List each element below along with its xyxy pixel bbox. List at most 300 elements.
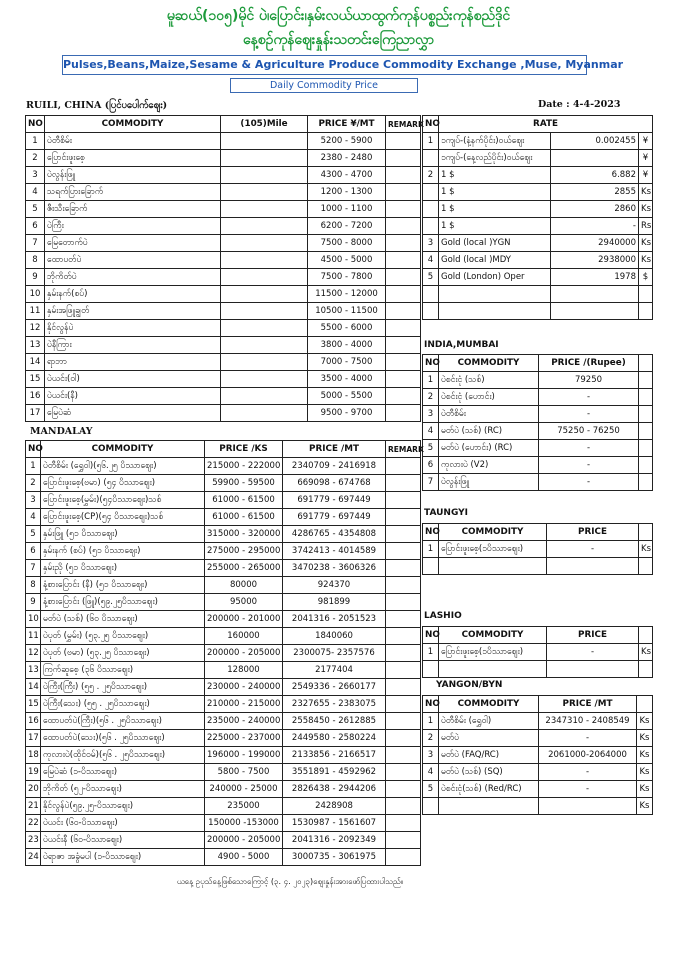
taungyi-row bbox=[423, 541, 653, 558]
remark-cell bbox=[386, 133, 421, 150]
india-unit-cell bbox=[639, 423, 653, 440]
rate-value bbox=[551, 303, 639, 320]
rate-value: 2860 bbox=[551, 201, 639, 218]
mdy-price-ks: 61000 - 61500 bbox=[205, 509, 283, 526]
price-yuan: 1000 - 1100 bbox=[308, 201, 386, 218]
rate-no bbox=[423, 286, 439, 303]
rate-unit: Ks bbox=[639, 184, 653, 201]
mile-price bbox=[221, 201, 308, 218]
row-no: 9 bbox=[26, 269, 45, 286]
mandalay-row bbox=[26, 747, 421, 764]
mdy-no: 19 bbox=[26, 764, 41, 781]
mdy-col-remark: REMARK bbox=[386, 441, 421, 458]
india-unit-cell bbox=[639, 457, 653, 474]
yangon-row bbox=[423, 747, 653, 764]
rate-value: 1978 bbox=[551, 269, 639, 286]
lashio-row bbox=[423, 644, 653, 661]
mdy-price-ks: 200000 - 205000 bbox=[205, 645, 283, 662]
report-date: Date : 4-4-2023 bbox=[538, 99, 621, 110]
daily-commodity-label: Daily Commodity Price bbox=[230, 78, 418, 93]
ruili-row bbox=[26, 354, 421, 371]
taungyi-price: - bbox=[547, 541, 639, 558]
rate-unit: Ks bbox=[639, 235, 653, 252]
rate-value bbox=[551, 150, 639, 167]
india-commodity: ပဲစင်းငုံ (ဟောင်း) bbox=[439, 389, 539, 406]
mdy-price-mt: 3551891 - 4592962 bbox=[283, 764, 386, 781]
mdy-price-mt: 2133856 - 2166517 bbox=[283, 747, 386, 764]
india-unit-cell bbox=[639, 440, 653, 457]
mdy-price-mt: 1840060 bbox=[283, 628, 386, 645]
rate-header-row bbox=[423, 116, 653, 133]
mile-price bbox=[221, 167, 308, 184]
mdy-commodity: ထောပတ်ပဲ(ကြီး)(၅၆ . ၂၅ပိဿာဈေး) bbox=[41, 713, 205, 730]
commodity-name: ပဲယင်း(ဝါ) bbox=[45, 371, 221, 388]
mdy-commodity: မြေပဲဆံ (၁-ပိဿာဈေး) bbox=[41, 764, 205, 781]
mdy-remark-cell bbox=[386, 526, 421, 543]
mdy-price-ks: 230000 - 240000 bbox=[205, 679, 283, 696]
mandalay-row bbox=[26, 492, 421, 509]
mdy-col-price-ks: PRICE /KS bbox=[205, 441, 283, 458]
taungyi-unit: Ks bbox=[639, 541, 653, 558]
mdy-remark-cell bbox=[386, 492, 421, 509]
mdy-commodity: ပဲယင်းနီ (၆၀-ပိဿာဈေး) bbox=[41, 832, 205, 849]
india-commodity: ပဲတီစိမ်း bbox=[439, 406, 539, 423]
rate-unit: ¥ bbox=[639, 150, 653, 167]
mdy-remark-cell bbox=[386, 543, 421, 560]
commodity-name: ပဲလွန်းဖြူ bbox=[45, 167, 221, 184]
taungyi-commodity: ပြောင်းဖူးစေ့(၁ပိဿာဈေး) bbox=[439, 541, 547, 558]
remark-cell bbox=[386, 218, 421, 235]
mdy-commodity: ပဲကြီး(သေး) (၅၅ . ၂၅ပိဿာဈေး) bbox=[41, 696, 205, 713]
mandalay-row bbox=[26, 696, 421, 713]
yangon-title: YANGON/BYN bbox=[436, 680, 503, 690]
lashio-commodity: ပြောင်းဖူးစေ့(၁ပိဿာဈေး) bbox=[439, 644, 547, 661]
rate-name: Gold (London) Oper bbox=[439, 269, 551, 286]
yangon-col-no: NO bbox=[423, 696, 439, 713]
yangon-unit: Ks bbox=[637, 713, 653, 730]
rate-unit bbox=[639, 303, 653, 320]
yangon-row bbox=[423, 713, 653, 730]
taungyi-col-unit bbox=[639, 524, 653, 541]
mdy-commodity: နံ့စားပြောင်း (ဖြူ)(၅၉.၂၅ပိဿာဈေး) bbox=[41, 594, 205, 611]
ruili-row bbox=[26, 150, 421, 167]
india-price: - bbox=[539, 457, 639, 474]
mile-price bbox=[221, 337, 308, 354]
mdy-no: 4 bbox=[26, 509, 41, 526]
col-mile: (105)Mile bbox=[221, 116, 308, 133]
india-no: 6 bbox=[423, 457, 439, 474]
mdy-no: 10 bbox=[26, 611, 41, 628]
yangon-col-unit bbox=[637, 696, 653, 713]
mdy-no: 22 bbox=[26, 815, 41, 832]
yangon-price: - bbox=[539, 764, 637, 781]
row-no: 11 bbox=[26, 303, 45, 320]
mdy-no: 7 bbox=[26, 560, 41, 577]
ruili-row bbox=[26, 286, 421, 303]
india-unit-cell bbox=[639, 372, 653, 389]
remark-cell bbox=[386, 337, 421, 354]
india-title: INDIA,MUMBAI bbox=[424, 340, 499, 350]
price-yuan: 9500 - 9700 bbox=[308, 405, 386, 422]
yangon-unit: Ks bbox=[637, 730, 653, 747]
mandalay-row bbox=[26, 832, 421, 849]
rate-name: ၁ကျပ်-(နေ့လည်ပိုင်း)ဝယ်ဈေး bbox=[439, 150, 551, 167]
rate-unit: Rs bbox=[639, 218, 653, 235]
mdy-price-ks: 200000 - 201000 bbox=[205, 611, 283, 628]
ruili-row bbox=[26, 184, 421, 201]
remark-cell bbox=[386, 320, 421, 337]
header-title-line2: နေ့စဉ်ကုန်ဈေးနှုန်းသတင်းကြေညာလွှာ bbox=[242, 32, 435, 48]
mdy-price-mt: 691779 - 697449 bbox=[283, 492, 386, 509]
mdy-commodity: ပဲပုတ် (ဗမာ) (၅၃.၂၅ ပိဿာဈေး) bbox=[41, 645, 205, 662]
mdy-price-ks: 150000 -153000 bbox=[205, 815, 283, 832]
mdy-price-ks: 61000 - 61500 bbox=[205, 492, 283, 509]
mile-price bbox=[221, 235, 308, 252]
mdy-no: 2 bbox=[26, 475, 41, 492]
mdy-commodity: ကြက်ဆူစေ့ (၃၆ ပိဿာဈေး) bbox=[41, 662, 205, 679]
mdy-price-mt: 2558450 - 2612885 bbox=[283, 713, 386, 730]
commodity-name: သရက်ပြားခြောက် bbox=[45, 184, 221, 201]
mandalay-header-row bbox=[26, 441, 421, 458]
mdy-price-ks: 128000 bbox=[205, 662, 283, 679]
lashio-table bbox=[422, 626, 653, 678]
yangon-no: 2 bbox=[423, 730, 439, 747]
india-price: 79250 bbox=[539, 372, 639, 389]
mdy-remark-cell bbox=[386, 662, 421, 679]
col-remark: REMARK bbox=[386, 116, 421, 133]
mile-price bbox=[221, 269, 308, 286]
rate-name: 1 $ bbox=[439, 218, 551, 235]
mdy-remark-cell bbox=[386, 679, 421, 696]
india-price: - bbox=[539, 406, 639, 423]
rate-no bbox=[423, 201, 439, 218]
india-price: 75250 - 76250 bbox=[539, 423, 639, 440]
india-table bbox=[422, 354, 653, 491]
price-yuan: 7500 - 7800 bbox=[308, 269, 386, 286]
mdy-remark-cell bbox=[386, 713, 421, 730]
commodity-name: ပဲယင်း(နီ) bbox=[45, 388, 221, 405]
lashio-price: - bbox=[547, 644, 639, 661]
lashio-header-row bbox=[423, 627, 653, 644]
india-col-no: NO bbox=[423, 355, 439, 372]
row-no: 17 bbox=[26, 405, 45, 422]
rate-no bbox=[423, 303, 439, 320]
row-no: 13 bbox=[26, 337, 45, 354]
india-row bbox=[423, 406, 653, 423]
row-no: 15 bbox=[26, 371, 45, 388]
ruili-row bbox=[26, 388, 421, 405]
mile-price bbox=[221, 150, 308, 167]
india-no: 4 bbox=[423, 423, 439, 440]
commodity-name: မြေပဲဆံ bbox=[45, 405, 221, 422]
ruili-row bbox=[26, 337, 421, 354]
mdy-no: 20 bbox=[26, 781, 41, 798]
lashio-no: 1 bbox=[423, 644, 439, 661]
mdy-commodity: ပဲရာဇာ အခွံမပါ (၁-ပိဿာဈေး) bbox=[41, 849, 205, 866]
mdy-price-ks: 235000 - 240000 bbox=[205, 713, 283, 730]
yangon-row bbox=[423, 781, 653, 798]
india-row bbox=[423, 423, 653, 440]
row-no: 10 bbox=[26, 286, 45, 303]
taungyi-header-row bbox=[423, 524, 653, 541]
mandalay-row bbox=[26, 475, 421, 492]
price-yuan: 2380 - 2480 bbox=[308, 150, 386, 167]
mdy-col-price-mt: PRICE /MT bbox=[283, 441, 386, 458]
mandalay-row bbox=[26, 628, 421, 645]
commodity-name: ဘိုကိတ်ပဲ bbox=[45, 269, 221, 286]
mdy-price-ks: 196000 - 199000 bbox=[205, 747, 283, 764]
rate-name: ၁ကျပ်-(နံ့နက်ပိုင်း)ဝယ်ဈေး bbox=[439, 133, 551, 150]
yangon-commodity: မတ်ပဲ (သစ်) (SQ) bbox=[439, 764, 539, 781]
rate-name bbox=[439, 286, 551, 303]
lashio-col-commodity: COMMODITY bbox=[439, 627, 547, 644]
taungyi-col-price: PRICE bbox=[547, 524, 639, 541]
mile-price bbox=[221, 184, 308, 201]
india-row bbox=[423, 474, 653, 491]
price-yuan: 1200 - 1300 bbox=[308, 184, 386, 201]
rate-name: 1 $ bbox=[439, 201, 551, 218]
mandalay-row bbox=[26, 713, 421, 730]
mdy-no: 18 bbox=[26, 747, 41, 764]
mdy-price-mt: 4286765 - 4354808 bbox=[283, 526, 386, 543]
mdy-commodity: နိုင်လွန်ပဲ(၅၉.၂၅-ပိဿာဈေး) bbox=[41, 798, 205, 815]
mdy-commodity: ပဲကြီး(ကြီး) (၅၅ . ၂၅ပိဿာဈေး) bbox=[41, 679, 205, 696]
mdy-price-mt: 2549336 - 2660177 bbox=[283, 679, 386, 696]
rate-no: 1 bbox=[423, 133, 439, 150]
yangon-no bbox=[423, 798, 439, 815]
mile-price bbox=[221, 388, 308, 405]
yangon-commodity: ပဲစင်းငုံ(သစ်) (Red/RC) bbox=[439, 781, 539, 798]
yangon-no: 4 bbox=[423, 764, 439, 781]
rate-unit: Ks bbox=[639, 252, 653, 269]
mdy-price-ks: 59900 - 59500 bbox=[205, 475, 283, 492]
mile-price bbox=[221, 405, 308, 422]
rate-col-rate: RATE bbox=[439, 116, 653, 133]
rate-name: 1 $ bbox=[439, 184, 551, 201]
yangon-no: 1 bbox=[423, 713, 439, 730]
mdy-commodity: နှမ်းဖြူ (၅၁ ပိဿာဈေး) bbox=[41, 526, 205, 543]
ruili-row bbox=[26, 133, 421, 150]
rate-row bbox=[423, 218, 653, 235]
commodity-name: ဇီးသီးခြောက် bbox=[45, 201, 221, 218]
yangon-no: 5 bbox=[423, 781, 439, 798]
india-price: - bbox=[539, 440, 639, 457]
india-commodity: မတ်ပဲ (သစ်) (RC) bbox=[439, 423, 539, 440]
india-row bbox=[423, 389, 653, 406]
yangon-col-price: PRICE /MT bbox=[539, 696, 637, 713]
mandalay-row bbox=[26, 560, 421, 577]
india-unit-cell bbox=[639, 474, 653, 491]
mile-price bbox=[221, 371, 308, 388]
price-yuan: 4500 - 5000 bbox=[308, 252, 386, 269]
mandalay-row bbox=[26, 526, 421, 543]
mdy-no: 1 bbox=[26, 458, 41, 475]
india-price: - bbox=[539, 474, 639, 491]
mdy-no: 21 bbox=[26, 798, 41, 815]
mdy-commodity: မတ်ပဲ (သစ်) (၆၀ ပိဿာဈေး) bbox=[41, 611, 205, 628]
row-no: 5 bbox=[26, 201, 45, 218]
row-no: 14 bbox=[26, 354, 45, 371]
mandalay-row bbox=[26, 781, 421, 798]
mdy-price-mt: 2041316 - 2092349 bbox=[283, 832, 386, 849]
mdy-commodity: ပဲပုတ် (မွှမ်း) (၅၃.၂၅ ပိဿာဈေး) bbox=[41, 628, 205, 645]
india-commodity: ကုလားပဲ (V2) bbox=[439, 457, 539, 474]
india-unit-cell bbox=[639, 389, 653, 406]
mdy-commodity: ပဲယင်း (၆၀-ပိဿာဈေး) bbox=[41, 815, 205, 832]
mdy-price-ks: 215000 - 222000 bbox=[205, 458, 283, 475]
yangon-table bbox=[422, 695, 653, 815]
yangon-unit: Ks bbox=[637, 781, 653, 798]
mdy-price-ks: 160000 bbox=[205, 628, 283, 645]
mdy-no: 24 bbox=[26, 849, 41, 866]
mdy-no: 11 bbox=[26, 628, 41, 645]
rate-row bbox=[423, 184, 653, 201]
mdy-commodity: ကုလားပဲ(ထိုင်ဝမ်)(၅၆ . ၂၅ပိဿာဈေး) bbox=[41, 747, 205, 764]
rate-name bbox=[439, 303, 551, 320]
mile-price bbox=[221, 303, 308, 320]
mdy-price-mt: 3000735 - 3061975 bbox=[283, 849, 386, 866]
mdy-price-ks: 315000 - 320000 bbox=[205, 526, 283, 543]
rate-row bbox=[423, 201, 653, 218]
taungyi-empty-row bbox=[423, 558, 653, 575]
rate-value: 0.002455 bbox=[551, 133, 639, 150]
row-no: 6 bbox=[26, 218, 45, 235]
row-no: 4 bbox=[26, 184, 45, 201]
mdy-price-ks: 225000 - 237000 bbox=[205, 730, 283, 747]
rate-unit: ¥ bbox=[639, 167, 653, 184]
rate-row bbox=[423, 150, 653, 167]
mdy-no: 3 bbox=[26, 492, 41, 509]
rate-no: 4 bbox=[423, 252, 439, 269]
rate-col-no: NO bbox=[423, 116, 439, 133]
taungyi-title: TAUNGYI bbox=[424, 508, 469, 518]
mdy-price-ks: 240000 - 25000 bbox=[205, 781, 283, 798]
rate-no bbox=[423, 184, 439, 201]
price-yuan: 5200 - 5900 bbox=[308, 133, 386, 150]
taungyi-table bbox=[422, 523, 653, 575]
mdy-price-mt: 2041316 - 2051523 bbox=[283, 611, 386, 628]
mdy-price-ks: 5800 - 7500 bbox=[205, 764, 283, 781]
yangon-row bbox=[423, 798, 653, 815]
india-row bbox=[423, 457, 653, 474]
mdy-price-ks: 4900 - 5000 bbox=[205, 849, 283, 866]
mdy-no: 9 bbox=[26, 594, 41, 611]
mdy-price-mt: 691779 - 697449 bbox=[283, 509, 386, 526]
india-col-price: PRICE /(Rupee) bbox=[539, 355, 639, 372]
yangon-row bbox=[423, 764, 653, 781]
india-commodity: ပဲစင်းငုံ (သစ်) bbox=[439, 372, 539, 389]
yangon-no: 3 bbox=[423, 747, 439, 764]
mdy-commodity: ဘိုကိတ် (၅၂-ပိဿာဈေး) bbox=[41, 781, 205, 798]
mandalay-footer-note: ယနေ့ ဥပုသ်နေ့ဖြစ်သောကြောင့် (၃. ၄. ၂၀၂၃)ဈေးနှုန်းအားဖော်ပြထားပါသည်။ bbox=[176, 877, 404, 886]
rate-value bbox=[551, 286, 639, 303]
taungyi-col-no: NO bbox=[423, 524, 439, 541]
rate-name: Gold (local )YGN bbox=[439, 235, 551, 252]
rate-unit: $ bbox=[639, 269, 653, 286]
mandalay-row bbox=[26, 458, 421, 475]
ruili-row bbox=[26, 320, 421, 337]
mdy-commodity: ပြောင်းဖူးစေ့(မွှမ်း)(၅၄ပိဿာဈေး)သစ် bbox=[41, 492, 205, 509]
rate-value: 6.882 bbox=[551, 167, 639, 184]
mdy-no: 12 bbox=[26, 645, 41, 662]
commodity-name: ပဲကြီး bbox=[45, 218, 221, 235]
ruili-row bbox=[26, 269, 421, 286]
rate-unit bbox=[639, 286, 653, 303]
commodity-name: နှမ်းအဖြူချွတ် bbox=[45, 303, 221, 320]
india-unit-cell bbox=[639, 406, 653, 423]
yangon-price: - bbox=[539, 730, 637, 747]
mdy-remark-cell bbox=[386, 645, 421, 662]
commodity-name: ပဲတီစိမ်း bbox=[45, 133, 221, 150]
yangon-commodity: ပဲတီစိမ်း (ရွှေဝါ) bbox=[439, 713, 539, 730]
mdy-remark-cell bbox=[386, 509, 421, 526]
mdy-price-ks: 210000 - 215000 bbox=[205, 696, 283, 713]
mdy-col-no: NO bbox=[26, 441, 41, 458]
mdy-price-mt: 2300075- 2357576 bbox=[283, 645, 386, 662]
remark-cell bbox=[386, 150, 421, 167]
mandalay-row bbox=[26, 509, 421, 526]
india-commodity: မတ်ပဲ (ဟောင်း) (RC) bbox=[439, 440, 539, 457]
india-price: - bbox=[539, 389, 639, 406]
mdy-remark-cell bbox=[386, 764, 421, 781]
mandalay-row bbox=[26, 662, 421, 679]
price-yuan: 4300 - 4700 bbox=[308, 167, 386, 184]
commodity-name: ပဲနီကြား bbox=[45, 337, 221, 354]
price-yuan: 5000 - 5500 bbox=[308, 388, 386, 405]
mdy-remark-cell bbox=[386, 611, 421, 628]
mdy-no: 13 bbox=[26, 662, 41, 679]
india-commodity: ပဲလွန်းဖြူ bbox=[439, 474, 539, 491]
english-title: Pulses,Beans,Maize,Sesame & Agriculture Produce Commodity Exchange ,Muse, Myanmar bbox=[62, 55, 587, 75]
row-no: 1 bbox=[26, 133, 45, 150]
price-yuan: 3800 - 4000 bbox=[308, 337, 386, 354]
mdy-commodity: ပြောင်းဖူးစေ့(CP)(၅၄ ပိဿာဈေး)သစ် bbox=[41, 509, 205, 526]
mdy-no: 23 bbox=[26, 832, 41, 849]
mdy-commodity: နံ့စားပြောင်း (နီ) (၅၁ ပိဿာဈေး) bbox=[41, 577, 205, 594]
price-yuan: 3500 - 4000 bbox=[308, 371, 386, 388]
mdy-price-mt: 2340709 - 2416918 bbox=[283, 458, 386, 475]
row-no: 8 bbox=[26, 252, 45, 269]
taungyi-no: 1 bbox=[423, 541, 439, 558]
mdy-commodity: ပဲတီစိမ်း (ရွှေဝါ)(၅၆.၂၅ ပိဿာဈေး) bbox=[41, 458, 205, 475]
yangon-commodity bbox=[439, 798, 539, 815]
rate-no bbox=[423, 218, 439, 235]
commodity-name: မြေတောက်ပဲ bbox=[45, 235, 221, 252]
mandalay-row bbox=[26, 594, 421, 611]
price-yuan: 11500 - 12000 bbox=[308, 286, 386, 303]
mandalay-row bbox=[26, 798, 421, 815]
mdy-price-mt: 981899 bbox=[283, 594, 386, 611]
mdy-remark-cell bbox=[386, 577, 421, 594]
ruili-row bbox=[26, 303, 421, 320]
mdy-price-mt: 3742413 - 4014589 bbox=[283, 543, 386, 560]
yangon-col-commodity: COMMODITY bbox=[439, 696, 539, 713]
yangon-price: - bbox=[539, 781, 637, 798]
lashio-empty-row bbox=[423, 661, 653, 678]
row-no: 16 bbox=[26, 388, 45, 405]
ruili-table bbox=[25, 115, 424, 422]
col-no: NO bbox=[26, 116, 45, 133]
mdy-remark-cell bbox=[386, 849, 421, 866]
lashio-col-no: NO bbox=[423, 627, 439, 644]
rate-row bbox=[423, 133, 653, 150]
mdy-no: 17 bbox=[26, 730, 41, 747]
row-no: 2 bbox=[26, 150, 45, 167]
rate-row bbox=[423, 252, 653, 269]
yangon-commodity: မတ်ပဲ (FAQ/RC) bbox=[439, 747, 539, 764]
rate-unit: ¥ bbox=[639, 133, 653, 150]
mdy-commodity: နှမ်းနက် (စပ်) (၅၁ ပိဿာဈေး) bbox=[41, 543, 205, 560]
